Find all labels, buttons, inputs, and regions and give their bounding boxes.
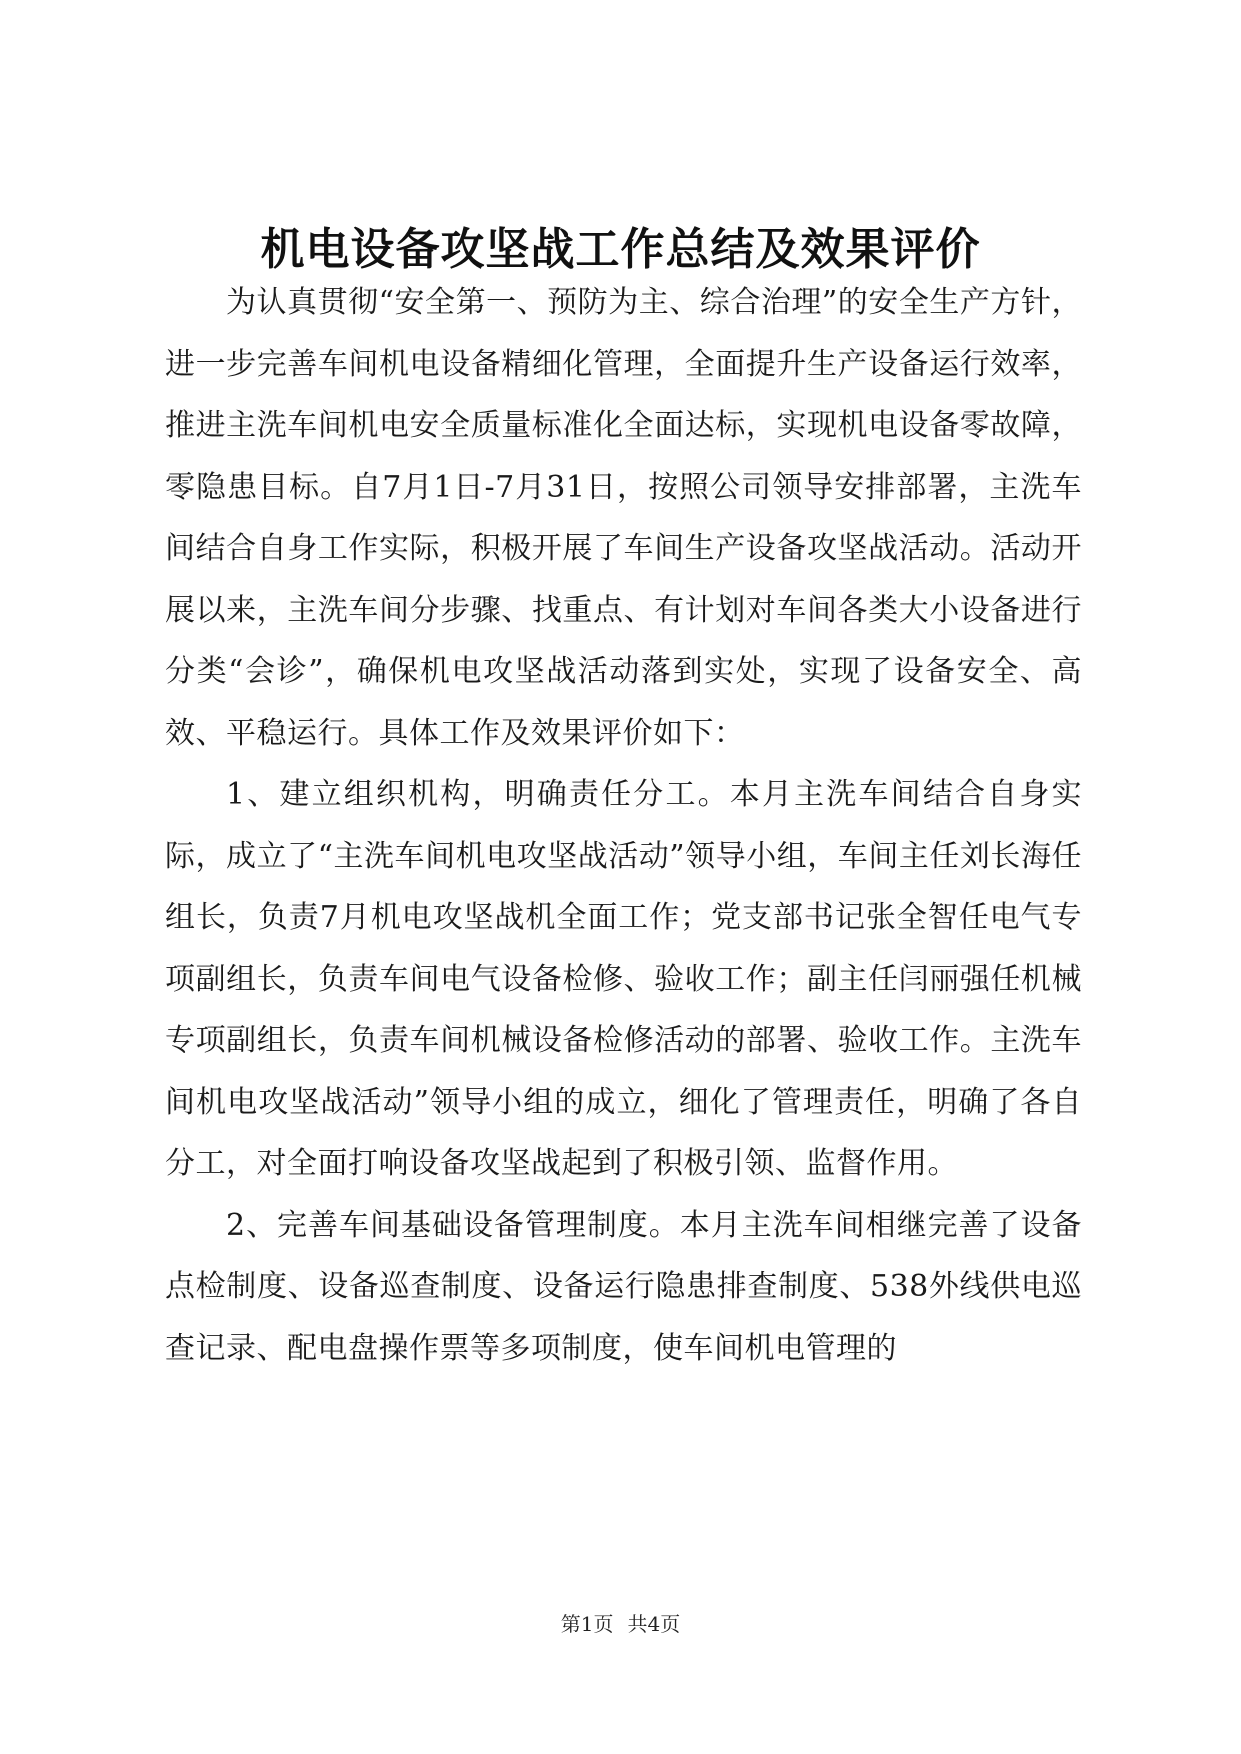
- section-2-paragraph: 2、完善车间基础设备管理制度。本月主洗车间相继完善了设备点检制度、设备巡查制度、设备运行隐患排查制度、538外线供电巡查记录、配电盘操作票等多项制度，使车间机电管理的: [165, 1207, 1082, 1366]
- document-title: 机电设备攻坚战工作总结及效果评价: [260, 224, 981, 275]
- page-number: 第1页: [560, 1612, 614, 1636]
- intro-paragraph: 为认真贯彻“安全第一、预防为主、综合治理”的安全生产方针，进一步完善车间机电设备精细化管理，全面提升生产设备运行效率，推进主洗车间机电安全质量标准化全面达标，实现机电设备零故障，零隐患目标。自7月1日-7月31日，按照公司领导安排部署，主洗车间结合自身工作实际，积极开展了车间生产设备攻坚战活动。活动开展以来，主洗车间分步骤、找重点、有计划对车间各类大小设备进行分类“会诊”，确保机电攻坚战活动落到实处，实现了设备安全、高效、平稳运行。具体工作及效果评价如下：: [165, 285, 1082, 751]
- page-total: 共4页: [627, 1612, 681, 1636]
- document-body: [165, 272, 1082, 1379]
- page-footer: [0, 1610, 1241, 1638]
- section-1-paragraph: 1、建立组织机构，明确责任分工。本月主洗车间结合自身实际，成立了“主洗车间机电攻坚战活动”领导小组，车间主任刘长海任组长，负责7月机电攻坚战机全面工作；党支部书记张全智任电气专项副组长，负责车间电气设备检修、验收工作；副主任闫丽强任机械专项副组长，负责车间机械设备检修活动的部署、验收工作。主洗车间机电攻坚战活动”领导小组的成立，细化了管理责任，明确了各自分工，对全面打响设备攻坚战起到了积极引领、监督作用。: [165, 777, 1082, 1181]
